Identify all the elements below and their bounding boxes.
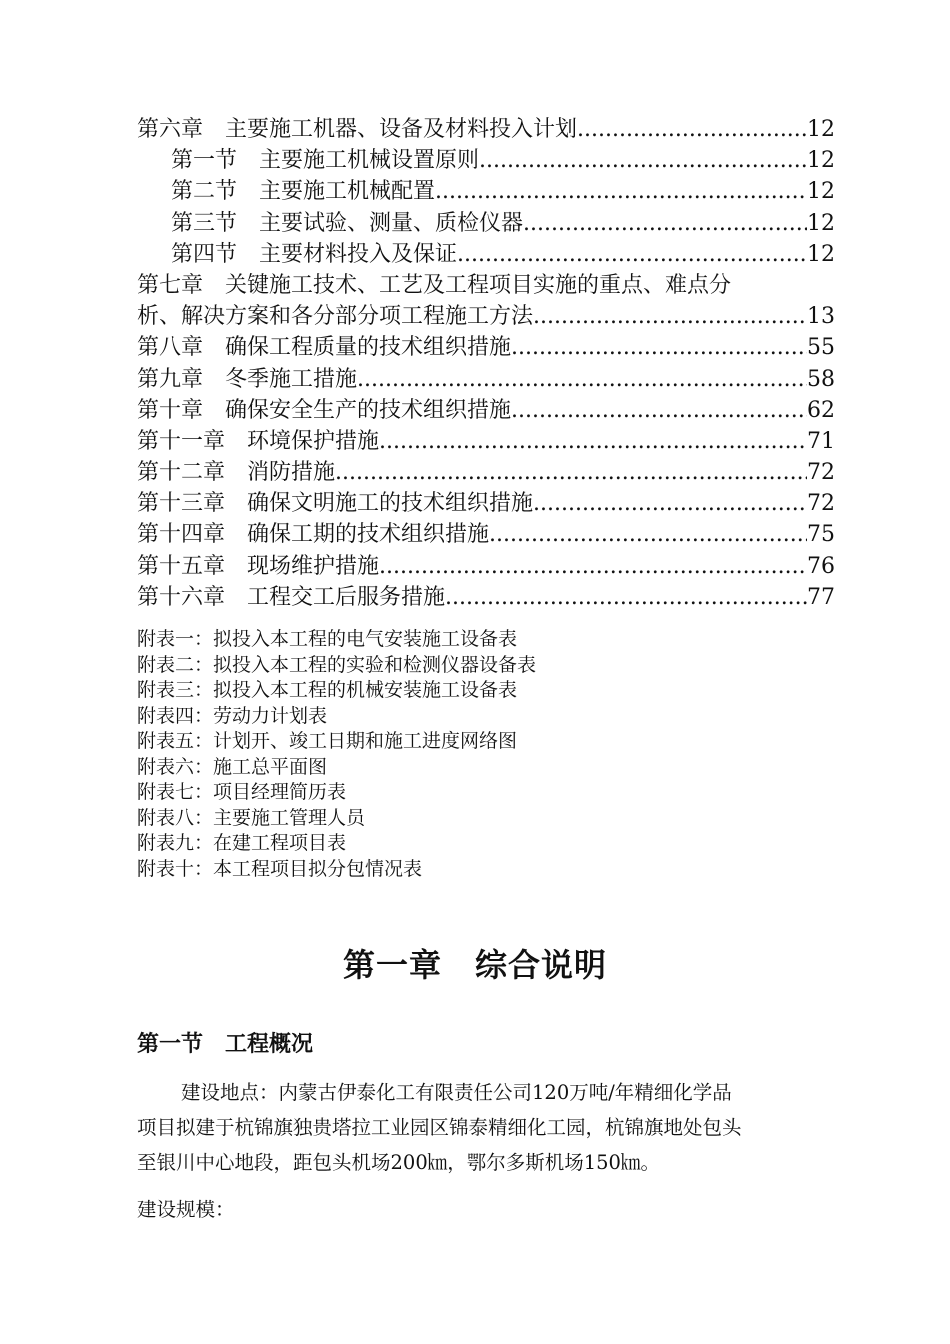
toc-page-number: 12	[807, 210, 835, 236]
toc-leader-dots	[533, 301, 807, 332]
appendix-item: 附表九：在建工程项目表	[137, 832, 347, 854]
toc-entry[interactable]	[137, 114, 835, 145]
toc-entry[interactable]	[137, 208, 835, 239]
toc-entry-label: 第十章 确保安全生产的技术组织措施	[137, 397, 512, 423]
toc-leader-dots	[523, 208, 807, 239]
toc-leader-dots	[577, 114, 807, 145]
toc-page-number: 12	[807, 148, 835, 174]
appendix-item: 附表七：项目经理简历表	[137, 781, 347, 803]
toc-leader-dots	[489, 519, 807, 550]
toc-leader-dots	[511, 332, 807, 363]
appendix-item: 附表五：计划开、竣工日期和施工进度网络图	[137, 730, 518, 752]
toc-entry[interactable]	[137, 457, 835, 488]
toc-entry-label: 第二节 主要施工机械配置	[171, 179, 436, 205]
toc-entry[interactable]	[137, 488, 835, 519]
appendix-item: 附表六：施工总平面图	[137, 755, 328, 778]
toc-entry-label: 第十一章 环境保护措施	[137, 428, 380, 454]
toc-page-number: 76	[807, 553, 835, 579]
toc-entry[interactable]	[137, 145, 835, 176]
toc-page-number: 72	[807, 460, 835, 486]
toc-page-number: 55	[807, 335, 835, 361]
toc-leader-dots	[445, 582, 807, 613]
toc-entry-label: 析、解决方案和各分部分项工程施工方法	[137, 304, 534, 330]
toc-leader-dots	[357, 364, 807, 395]
toc-entry-label: 第四节 主要材料投入及保证	[171, 241, 458, 267]
toc-entry[interactable]	[137, 239, 835, 270]
toc-leader-dots	[479, 145, 807, 176]
toc-page-number: 12	[807, 241, 835, 267]
toc-page-number: 62	[807, 397, 835, 423]
toc-entry[interactable]	[137, 551, 835, 582]
toc-page-number: 58	[807, 366, 835, 392]
toc-entry-label: 第一节 主要施工机械设置原则	[171, 148, 480, 174]
toc-entry[interactable]	[137, 332, 835, 363]
toc-leader-dots	[335, 457, 807, 488]
toc-leader-dots	[457, 239, 807, 270]
toc-page-number: 12	[807, 117, 835, 142]
body-paragraph	[137, 1075, 835, 1180]
appendix-item: 附表十：本工程项目拟分包情况表	[137, 857, 423, 880]
appendix-item: 附表八：主要施工管理人员	[137, 806, 366, 829]
toc-leader-dots	[511, 395, 807, 426]
toc-entry[interactable]	[137, 364, 835, 395]
chapter-title: 第一章 综合说明	[342, 946, 607, 984]
toc-entry-label: 第八章 确保工程质量的技术组织措施	[137, 335, 512, 361]
appendix-item: 附表三：拟投入本工程的机械安装施工设备表	[137, 679, 518, 701]
toc-entry-label: 第十四章 确保工期的技术组织措施	[137, 522, 490, 548]
paragraph-line: 建设地点：内蒙古伊泰化工有限责任公司120万吨/年精细化学品	[181, 1081, 732, 1104]
toc-leader-dots	[533, 488, 807, 519]
toc-entry[interactable]	[137, 426, 835, 457]
toc-entry[interactable]	[137, 519, 835, 550]
paragraph-line: 项目拟建于杭锦旗独贵塔拉工业园区锦泰精细化工园，杭锦旗地处包头	[137, 1116, 742, 1139]
appendix-list	[137, 627, 835, 882]
toc-leader-dots	[379, 551, 807, 582]
toc-page-number: 71	[807, 428, 835, 454]
toc-entry[interactable]	[137, 176, 835, 207]
toc-entry-label: 第十三章 确保文明施工的技术组织措施	[137, 491, 534, 517]
toc-page-number: 72	[807, 491, 835, 517]
toc-entry-label: 第九章 冬季施工措施	[137, 366, 358, 392]
appendix-item: 附表四：劳动力计划表	[137, 704, 328, 727]
section-title: 第一节 工程概况	[137, 1031, 314, 1057]
toc-page-number: 12	[807, 179, 835, 205]
table-of-contents	[137, 114, 835, 613]
paragraph-line: 至银川中心地段，距包头机场200㎞，鄂尔多斯机场150㎞。	[137, 1151, 660, 1174]
toc-entry-label: 第十六章 工程交工后服务措施	[137, 584, 446, 610]
toc-entry-label: 第十五章 现场维护措施	[137, 553, 380, 579]
toc-entry[interactable]	[137, 301, 835, 332]
construction-scale-label: 建设规模：	[137, 1198, 235, 1221]
toc-page-number: 77	[807, 584, 835, 610]
toc-entry-label: 第六章 主要施工机器、设备及材料投入计划	[137, 117, 578, 142]
toc-page-number: 13	[807, 304, 835, 330]
appendix-item: 附表二：拟投入本工程的实验和检测仪器设备表	[137, 653, 537, 676]
toc-leader-dots	[379, 426, 807, 457]
toc-page-number: 75	[807, 522, 835, 548]
toc-entry[interactable]	[137, 582, 835, 613]
toc-entry[interactable]	[137, 395, 835, 426]
toc-entry-wrapped-line[interactable]: 第七章 关键施工技术、工艺及工程项目实施的重点、难点分	[137, 272, 732, 298]
toc-entry-label: 第三节 主要试验、测量、质检仪器	[171, 210, 524, 236]
toc-entry-label: 第十二章 消防措施	[137, 460, 336, 486]
appendix-item: 附表一：拟投入本工程的电气安装施工设备表	[137, 628, 518, 650]
toc-leader-dots	[435, 176, 807, 207]
